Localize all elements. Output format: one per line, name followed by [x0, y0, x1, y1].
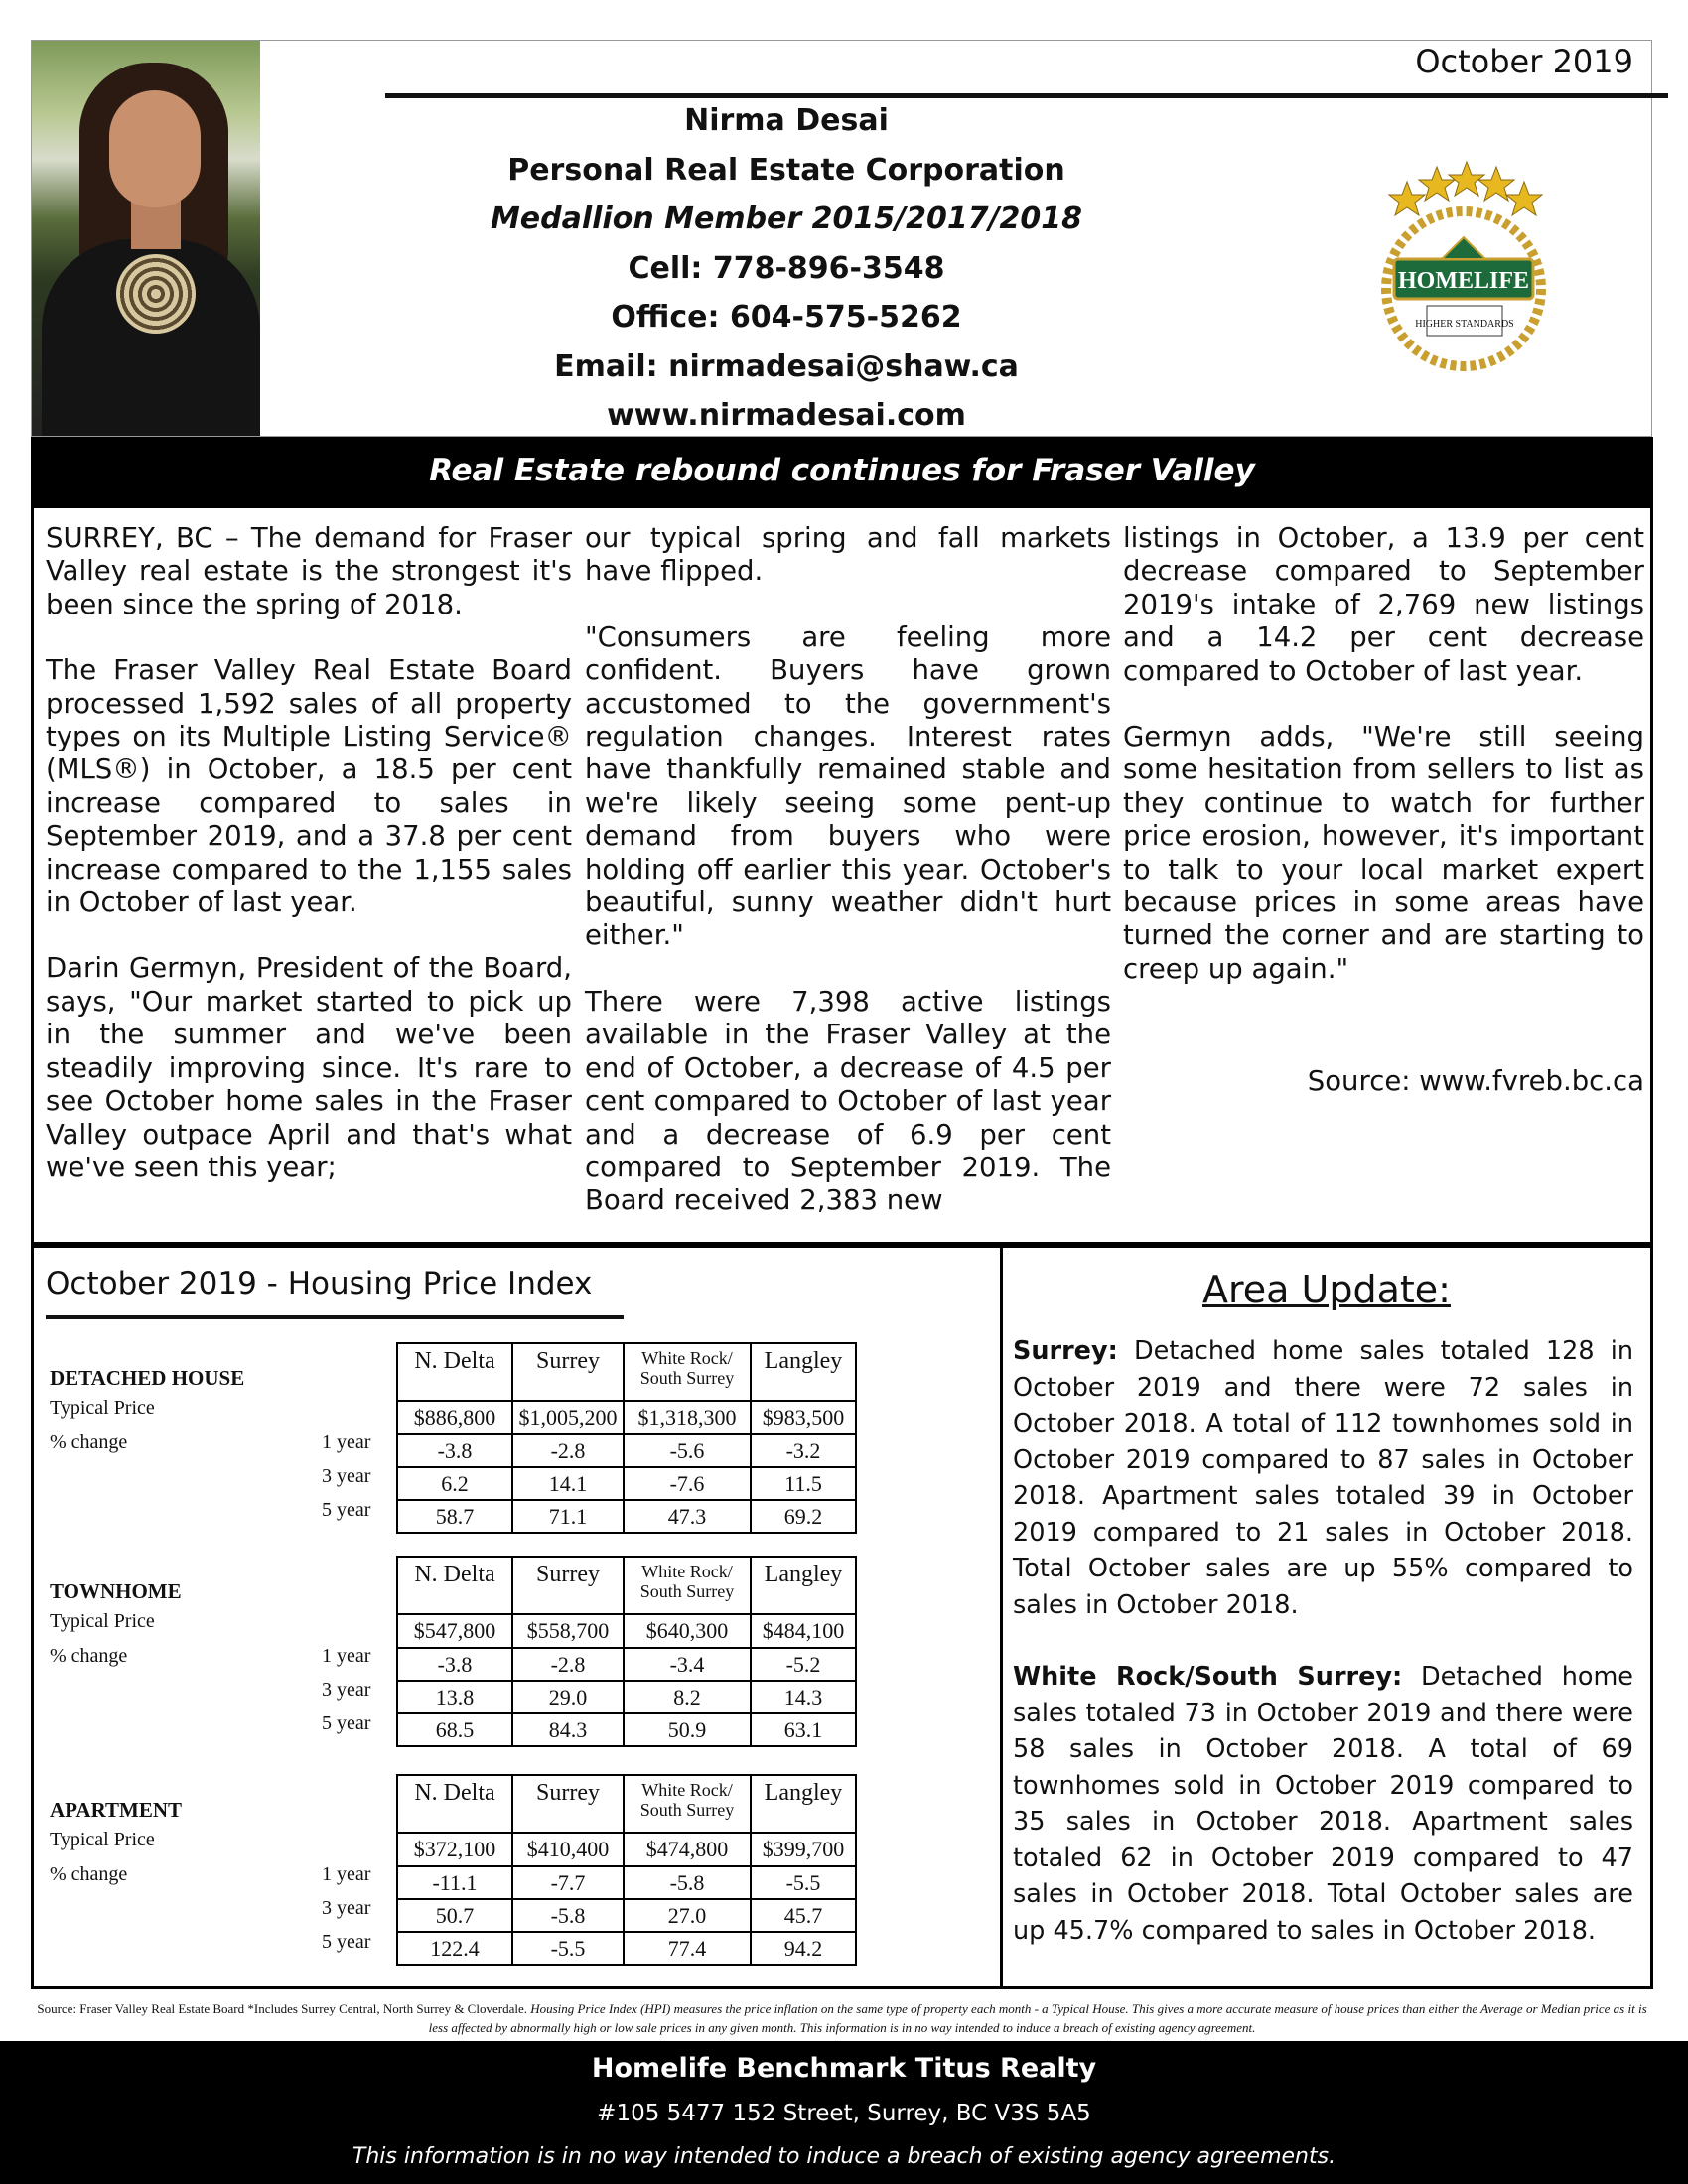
table-cell: Surrey: [512, 1775, 624, 1833]
table-cell: -3.2: [751, 1434, 856, 1467]
table-cell: -2.8: [512, 1648, 624, 1681]
hpi-townhome-table: [396, 1556, 857, 1747]
svg-text:HOMELIFE: HOMELIFE: [1397, 268, 1530, 294]
property-type-label: DETACHED HOUSE: [50, 1366, 245, 1390]
table-cell: $484,100: [751, 1614, 856, 1648]
year-label: 5 year: [322, 1499, 371, 1521]
table-row: [397, 1434, 856, 1467]
white-rock-update: [1013, 1659, 1633, 1949]
table-cell: -3.8: [397, 1648, 512, 1681]
fine-print-source: Source: Fraser Valley Real Estate Board *Includes Surrey Central, North Surrey & Cloverdale.: [37, 2001, 527, 2016]
table-header-row: [397, 1343, 856, 1401]
table-cell: $558,700: [512, 1614, 624, 1648]
table-cell: -3.4: [624, 1648, 751, 1681]
table-cell: Langley: [751, 1343, 856, 1401]
table-cell: 71.1: [512, 1500, 624, 1533]
table-cell: N. Delta: [397, 1775, 512, 1833]
table-header-row: [397, 1557, 856, 1614]
area-update-title: Area Update:: [1202, 1268, 1451, 1311]
table-row: [397, 1648, 856, 1681]
homelife-logo: [1372, 150, 1551, 378]
table-cell: 58.7: [397, 1500, 512, 1533]
table-cell: 6.2: [397, 1467, 512, 1500]
table-row: [397, 1500, 856, 1533]
footer: [0, 2041, 1688, 2184]
footer-company: Homelife Benchmark Titus Realty: [591, 2053, 1097, 2084]
surrey-update: [1013, 1333, 1633, 1623]
agent-photo: [32, 41, 260, 436]
table-cell: N. Delta: [397, 1557, 512, 1614]
paragraph: listings in October, a 13.9 per cent decrease compared to September 2019's intake of 2,769 new listings and a 14.2 per cent decrease compared to October of last year.: [1123, 522, 1644, 687]
table-cell: 94.2: [751, 1932, 856, 1965]
housing-price-index: [31, 1245, 1003, 1989]
typical-price-label: Typical Price: [50, 1829, 155, 1850]
table-cell: White Rock/ South Surrey: [624, 1775, 751, 1833]
paragraph: Darin Germyn, President of the Board, says, "Our market started to pick up in the summer and we've been steadily improving since. It's rare to see October home sales in the Fraser Valley outpace April and that's what we've seen this year;: [46, 952, 572, 1183]
table-cell: N. Delta: [397, 1343, 512, 1401]
table-row: [397, 1899, 856, 1932]
typical-price-label: Typical Price: [50, 1397, 155, 1419]
table-cell: $410,400: [512, 1833, 624, 1866]
email-link[interactable]: Email: nirmadesai@shaw.ca: [554, 348, 1019, 384]
fine-print-disclaimer: Housing Price Index (HPI) measures the price inflation on the same type of property each month - a Typical House. This gives a more accurate measure of house prices than either the Average or Median price as it is less affected by abnormally high or low sale prices in any given month. This information is in no way intended to induce a breach of existing agency agreement.: [428, 2001, 1647, 2035]
table-cell: -5.6: [624, 1434, 751, 1467]
year-label: 1 year: [322, 1432, 371, 1453]
table-cell: 50.7: [397, 1899, 512, 1932]
paragraph: Germyn adds, "We're still seeing some hesitation from sellers to list as they continue to watch for further price erosion, however, it's important to talk to your local market expert because prices in some areas have turned the corner and are starting to creep up again.": [1123, 721, 1644, 985]
paragraph: "Consumers are feeling more confident. Buyers have grown accustomed to the government's regulation changes. Interest rates have thankfully remained stable and we're likely seeing some pent-up demand from buyers who were holding off earlier this year. October's beautiful, sunny weather didn't hurt either.": [585, 620, 1111, 952]
year-label: 5 year: [322, 1931, 371, 1953]
paragraph: SURREY, BC – The demand for Fraser Valley real estate is the strongest it's been since the spring of 2018.: [46, 522, 572, 620]
table-cell: Langley: [751, 1557, 856, 1614]
table-row: [397, 1713, 856, 1746]
table-cell: $640,300: [624, 1614, 751, 1648]
table-cell: 13.8: [397, 1681, 512, 1713]
agent-name: Nirma Desai: [684, 103, 889, 138]
table-cell: $372,100: [397, 1833, 512, 1866]
table-cell: 47.3: [624, 1500, 751, 1533]
table-cell: -7.7: [512, 1866, 624, 1899]
year-label: 3 year: [322, 1465, 371, 1487]
table-cell: -11.1: [397, 1866, 512, 1899]
article-source[interactable]: Source: www.fvreb.bc.ca: [1307, 1065, 1644, 1098]
agent-corporation: Personal Real Estate Corporation: [507, 152, 1065, 188]
table-cell: -5.5: [512, 1932, 624, 1965]
table-cell: 68.5: [397, 1713, 512, 1746]
year-label: 5 year: [322, 1712, 371, 1734]
table-cell: -5.8: [624, 1866, 751, 1899]
table-cell: $547,800: [397, 1614, 512, 1648]
table-cell: White Rock/ South Surrey: [624, 1343, 751, 1401]
table-row: [397, 1833, 856, 1866]
table-cell: 77.4: [624, 1932, 751, 1965]
issue-date: October 2019: [1415, 43, 1633, 80]
hpi-detached-table: [396, 1342, 857, 1534]
paragraph: our typical spring and fall markets have flipped.: [585, 522, 1111, 588]
table-cell: Surrey: [512, 1557, 624, 1614]
typical-price-label: Typical Price: [50, 1610, 155, 1632]
article-title: Real Estate rebound continues for Fraser Valley: [31, 437, 1653, 508]
table-cell: $1,318,300: [624, 1401, 751, 1434]
percent-change-label: % change: [50, 1432, 128, 1453]
hpi-rule: [46, 1315, 624, 1319]
table-cell: 27.0: [624, 1899, 751, 1932]
table-cell: 84.3: [512, 1713, 624, 1746]
table-cell: Surrey: [512, 1343, 624, 1401]
svg-text:HIGHER STANDARDS: HIGHER STANDARDS: [1415, 319, 1514, 330]
area-update: [1003, 1245, 1653, 1989]
table-cell: -2.8: [512, 1434, 624, 1467]
medallion-line: Medallion Member 2015/2017/2018: [490, 202, 1083, 236]
table-cell: -5.2: [751, 1648, 856, 1681]
table-cell: $886,800: [397, 1401, 512, 1434]
article-column-2: [585, 522, 1111, 1251]
header: [31, 40, 1652, 437]
hpi-detached-block: [34, 1342, 1006, 1556]
article-body: [31, 508, 1653, 1245]
table-cell: 8.2: [624, 1681, 751, 1713]
table-cell: -3.8: [397, 1434, 512, 1467]
table-cell: -7.6: [624, 1467, 751, 1500]
table-header-row: [397, 1775, 856, 1833]
percent-change-label: % change: [50, 1863, 128, 1885]
table-cell: 63.1: [751, 1713, 856, 1746]
table-row: [397, 1467, 856, 1500]
table-cell: 45.7: [751, 1899, 856, 1932]
office-phone: Office: 604-575-5262: [611, 300, 962, 335]
table-row: [397, 1932, 856, 1965]
white-rock-text: Detached home sales totaled 73 in October 2019 and there were 58 sales in October 2018. A total of 69 townhomes sold in October 2019 compared to 35 sales in October 2018. Apartment sales totaled 62 in October 2019 compared to 47 sales in October 2018. Total October sales are up 45.7% compared to sales in October 2018.: [1013, 1662, 1633, 1946]
table-cell: $1,005,200: [512, 1401, 624, 1434]
fine-print: [31, 1999, 1653, 2037]
table-row: [397, 1401, 856, 1434]
paragraph: There were 7,398 active listings available in the Fraser Valley at the end of October, a decrease of 4.5 per cent compared to October of last year and a decrease of 6.9 per cent compared to September 2019. The Board received 2,383 new: [585, 985, 1111, 1217]
website-link[interactable]: www.nirmadesai.com: [607, 398, 966, 433]
footer-disclaimer: This information is in no way intended to induce a breach of existing agency agreements.: [352, 2144, 1336, 2169]
table-cell: 69.2: [751, 1500, 856, 1533]
year-label: 3 year: [322, 1679, 371, 1701]
surrey-text: Detached home sales totaled 128 in October 2019 and there were 72 sales in October 2018. A total of 112 townhomes sold in October 2019 compared to 87 sales in October 2018. Apartment sales totaled 39 in October 2019 compared to 21 sales in October 2018. Total October sales are up 55% compared to sales in October 2018.: [1013, 1336, 1633, 1620]
year-label: 3 year: [322, 1897, 371, 1919]
table-cell: -5.8: [512, 1899, 624, 1932]
table-cell: 122.4: [397, 1932, 512, 1965]
table-row: [397, 1614, 856, 1648]
hpi-apartment-block: [34, 1774, 1006, 1987]
property-type-label: TOWNHOME: [50, 1579, 182, 1603]
property-type-label: APARTMENT: [50, 1798, 183, 1822]
table-cell: 11.5: [751, 1467, 856, 1500]
contact-block: [379, 96, 1194, 441]
table-cell: -5.5: [751, 1866, 856, 1899]
paragraph: The Fraser Valley Real Estate Board processed 1,592 sales of all property types on its Multiple Listing Service® (MLS®) in October, a 18.5 per cent increase compared to sales in September 2019, and a 37.8 per cent increase compared to the 1,155 sales in October of last year.: [46, 654, 572, 919]
table-row: [397, 1681, 856, 1713]
article-column-3: [1123, 522, 1644, 1099]
table-cell: 14.1: [512, 1467, 624, 1500]
surrey-label: Surrey:: [1013, 1336, 1118, 1366]
year-label: 1 year: [322, 1863, 371, 1885]
footer-address: #105 5477 152 Street, Surrey, BC V3S 5A5: [597, 2101, 1091, 2126]
table-cell: $399,700: [751, 1833, 856, 1866]
percent-change-label: % change: [50, 1645, 128, 1667]
table-cell: $474,800: [624, 1833, 751, 1866]
table-cell: 29.0: [512, 1681, 624, 1713]
table-cell: White Rock/ South Surrey: [624, 1557, 751, 1614]
table-cell: 50.9: [624, 1713, 751, 1746]
table-cell: 14.3: [751, 1681, 856, 1713]
table-row: [397, 1866, 856, 1899]
article-column-1: [46, 522, 572, 1217]
year-label: 1 year: [322, 1645, 371, 1667]
hpi-apartment-table: [396, 1774, 857, 1966]
table-cell: $983,500: [751, 1401, 856, 1434]
area-update-text: [1013, 1333, 1633, 1984]
cell-phone: Cell: 778-896-3548: [628, 250, 945, 286]
table-cell: Langley: [751, 1775, 856, 1833]
white-rock-label: White Rock/South Surrey:: [1013, 1662, 1403, 1692]
hpi-townhome-block: [34, 1556, 1006, 1769]
hpi-title: October 2019 - Housing Price Index: [46, 1266, 593, 1301]
